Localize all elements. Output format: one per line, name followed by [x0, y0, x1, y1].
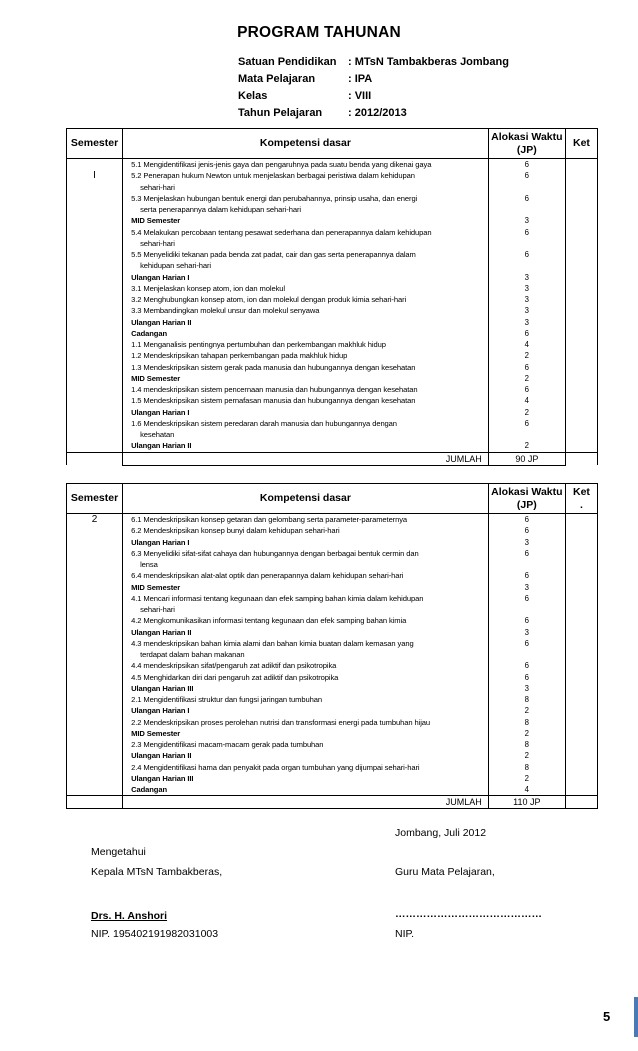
kompetensi-line: 4.2 Mengkomunikasikan informasi tentang kegunaan dan efek samping bahan kimia: [131, 616, 407, 626]
header-alokasi-line1: Alokasi Waktu: [491, 130, 563, 143]
kompetensi-line: sehari-hari: [140, 238, 175, 248]
alokasi-value: 3: [524, 272, 530, 282]
signature-date: Jombang, Juli 2012: [395, 827, 487, 839]
milestone-line: Ulangan Harian I: [131, 537, 190, 547]
kompetensi-line: kehidupan sehari-hari: [140, 261, 212, 271]
alokasi-value: 3: [524, 317, 530, 327]
header-semester: Semester: [67, 129, 123, 159]
kompetensi-line: 4.4 mendeskripsikan sifat/pengaruh zat adiktif dan psikotropika: [131, 661, 337, 671]
header-alokasi-line1: Alokasi Waktu: [491, 485, 563, 498]
info-value: : MTsN Tambakberas Jombang: [348, 55, 509, 68]
alokasi-value: [489, 604, 565, 615]
info-value: : VIII: [348, 89, 372, 102]
alokasi-value: 6: [524, 638, 530, 648]
alokasi-value: 3: [524, 283, 530, 293]
alokasi-value: [489, 182, 565, 193]
milestone-line: Ulangan Harian II: [131, 751, 192, 761]
page-edge-bar: [634, 997, 638, 1037]
guru-label: Guru Mata Pelajaran,: [395, 866, 495, 878]
info-row: [238, 87, 509, 104]
kompetensi-line: 3.3 Membandingkan molekul unsur dan molekul senyawa: [131, 306, 320, 316]
header-alokasi-line2: (JP): [516, 143, 537, 156]
info-block: [238, 53, 509, 121]
alokasi-value: 6: [524, 661, 530, 671]
ket-cell: [565, 514, 597, 796]
alokasi-value: [489, 260, 565, 271]
alokasi-value: 3: [524, 537, 530, 547]
alokasi-value: 4: [524, 785, 530, 794]
kepala-label: Kepala MTsN Tambakberas,: [91, 866, 223, 878]
kompetensi-line: 5.1 Mengidentifikasi jenis-jenis gaya dan pengaruhnya pada suatu benda yang dikenai gaya: [131, 160, 432, 169]
alokasi-value: 6: [524, 593, 530, 603]
kompetensi-line: kesehatan: [140, 430, 175, 439]
kompetensi-line: 2.4 Mengidentifikasi hama dan penyakit pada organ tumbuhan yang dijumpai sehari-hari: [131, 762, 420, 772]
teacher-nip: NIP.: [395, 928, 415, 940]
info-label: Satuan Pendidikan: [238, 55, 337, 68]
alokasi-value: 8: [524, 762, 530, 772]
alokasi-value: 6: [524, 250, 530, 259]
alokasi-value: [489, 559, 565, 570]
info-label: Mata Pelajaran: [238, 72, 316, 85]
milestone-line: MID Semester: [131, 373, 181, 383]
info-value: : 2012/2013: [348, 106, 407, 119]
header-alokasi-line2: (JP): [516, 498, 537, 511]
alokasi-value: 3: [524, 683, 530, 693]
principal-nip: NIP. 195402191982031003: [91, 928, 219, 940]
kompetensi-line: 2.2 Mendeskripsikan proses perolehan nutrisi dan transformasi energi pada tumbuhan hijau: [131, 717, 431, 727]
kompetensi-line: 1.6 Mendeskripsikan sistem peredaran darah manusia dan hubungannya dengan: [131, 418, 397, 428]
kompetensi-line: sehari-hari: [140, 605, 175, 614]
kompetensi-line: sehari-hari: [140, 182, 175, 192]
info-label: Tahun Pelajaran: [238, 106, 323, 119]
alokasi-value: 3: [524, 627, 530, 637]
info-row: [238, 104, 509, 121]
milestone-line: Ulangan Harian III: [131, 773, 194, 783]
kompetensi-line: 1.1 Menganalisis pentingnya pertumbuhan dan perkembangan makhluk hidup: [131, 340, 386, 349]
kompetensi-line: 4.5 Menghidarkan diri dari pengaruh zat adiktif dan psikotropika: [131, 672, 339, 682]
milestone-line: Ulangan Harian II: [131, 441, 192, 451]
milestone-line: Ulangan Harian I: [131, 272, 190, 282]
page-title: PROGRAM TAHUNAN: [237, 24, 401, 41]
teacher-name-blank: ……………………………………: [395, 908, 542, 920]
kompetensi-line: 3.1 Menjelaskan konsep atom, ion dan molekul: [131, 283, 285, 293]
semester-number: [67, 514, 123, 796]
kompetensi-line: 6.4 mendeskripsikan alat-alat optik dan penerapannya dalam kehidupan sehari-hari: [131, 571, 404, 581]
kompetensi-line: 6.2 Mendeskripsikan konsep bunyi dalam kehidupan sehari-hari: [131, 526, 340, 536]
alokasi-value: 6: [524, 526, 530, 536]
header-alokasi: [488, 484, 565, 514]
info-label: Kelas: [238, 89, 268, 102]
alokasi-value: 6: [524, 193, 530, 203]
alokasi-value: 3: [524, 306, 530, 316]
kompetensi-list: [123, 514, 489, 796]
kompetensi-line: 6.1 Mendeskripsikan konsep getaran dan gelombang serta parameter-parameternya: [131, 515, 408, 524]
mengetahui-label: Mengetahui: [91, 846, 146, 858]
milestone-line: Ulangan Harian I: [131, 407, 190, 417]
kompetensi-line: 5.3 Menjelaskan hubungan bentuk energi dan perubahannya, prinsip usaha, dan energi: [131, 193, 418, 203]
info-value: : IPA: [348, 72, 373, 85]
alokasi-list: [488, 159, 565, 453]
alokasi-value: 6: [524, 418, 530, 428]
alokasi-value: 2: [524, 728, 530, 738]
alokasi-value: 6: [524, 328, 530, 338]
kompetensi-line: 4.1 Mencari informasi tentang kegunaan dan efek samping bahan kimia dalam kehidupan: [131, 593, 424, 603]
semester-number: [67, 159, 123, 453]
alokasi-value: 3: [524, 582, 530, 592]
alokasi-value: [489, 238, 565, 249]
kompetensi-line: 3.2 Menghubungkan konsep atom, ion dan molekul dengan produk kimia sehari-hari: [131, 295, 407, 304]
milestone-line: Cadangan: [131, 785, 168, 794]
alokasi-value: 4: [524, 340, 530, 349]
alokasi-value: 4: [524, 396, 530, 406]
kompetensi-line: 2.3 Mengidentifikasi macam-macam gerak pada tumbuhan: [131, 740, 324, 749]
semester-number-text: I: [93, 170, 96, 182]
kompetensi-line: serta penerapannya dalam kehidupan sehari-hari: [140, 205, 301, 214]
info-row: [238, 53, 509, 70]
header-ket-line2: .: [580, 498, 583, 511]
alokasi-value: 2: [524, 773, 530, 783]
kompetensi-line: lensa: [140, 560, 158, 569]
header-alokasi: [488, 129, 565, 159]
milestone-line: Ulangan Harian II: [131, 317, 192, 327]
alokasi-value: 6: [524, 227, 530, 237]
alokasi-value: 8: [524, 717, 530, 727]
alokasi-value: 6: [524, 385, 530, 394]
alokasi-value: 2: [524, 441, 530, 451]
page-number: 5: [603, 1009, 611, 1024]
header-ket: Ket: [565, 129, 597, 159]
milestone-line: Cadangan: [131, 328, 168, 338]
alokasi-value: [489, 649, 565, 660]
alokasi-value: 2: [524, 351, 530, 361]
milestone-line: Ulangan Harian II: [131, 627, 192, 637]
alokasi-value: 6: [524, 616, 530, 626]
alokasi-list: [488, 514, 565, 796]
kompetensi-list: [123, 159, 489, 453]
header-ket: [565, 484, 597, 514]
kompetensi-line: 4.3 mendeskripsikan bahan kimia alami dan bahan kimia buatan dalam kemasan yang: [131, 638, 414, 648]
alokasi-value: 6: [524, 515, 530, 524]
ket-cell: [565, 159, 597, 453]
alokasi-value: 6: [524, 362, 530, 372]
alokasi-value: 2: [524, 751, 530, 761]
header-kompetensi: Kompetensi dasar: [123, 129, 489, 159]
table-header-row: [67, 129, 598, 159]
milestone-line: Ulangan Harian I: [131, 706, 190, 716]
header-ket-line1: Ket: [573, 485, 590, 498]
semester-1-table: [66, 128, 598, 466]
table-body-row: [67, 514, 598, 796]
alokasi-value: 6: [524, 160, 530, 169]
alokasi-value: 6: [524, 672, 530, 682]
milestone-line: Ulangan Harian III: [131, 683, 194, 693]
info-row: [238, 70, 509, 87]
jumlah-value: 110 JP: [488, 796, 565, 809]
alokasi-value: 6: [524, 548, 530, 558]
kompetensi-line: 6.3 Menyelidiki sifat-sifat cahaya dan hubungannya dengan berbagai bentuk cermin dan: [131, 548, 419, 558]
alokasi-value: 2: [524, 706, 530, 716]
kompetensi-line: 1.2 Mendeskripsikan tahapan perkembangan pada makhluk hidup: [131, 351, 348, 361]
kompetensi-line: 5.2 Penerapan hukum Newton untuk menjelaskan berbagai peristiwa dalam kehidupan: [131, 171, 415, 181]
jumlah-label: JUMLAH: [123, 452, 489, 465]
alokasi-value: [489, 204, 565, 215]
kompetensi-line: 1.3 Mendeskripsikan sistem gerak pada manusia dan hubungannya dengan kesehatan: [131, 362, 416, 372]
kompetensi-line: 5.4 Melakukan percobaan tentang pesawat sederhana dan penerapannya dalam kehidupan: [131, 227, 432, 237]
milestone-line: MID Semester: [131, 728, 181, 738]
alokasi-value: 2: [524, 407, 530, 417]
header-semester: Semester: [67, 484, 123, 514]
jumlah-label: JUMLAH: [123, 796, 489, 809]
milestone-line: MID Semester: [131, 582, 181, 592]
alokasi-value: 6: [524, 171, 530, 181]
header-kompetensi: Kompetensi dasar: [123, 484, 489, 514]
kompetensi-line: 1.5 Mendeskripsikan sistem pernafasan manusia dan hubungannya dengan kesehatan: [131, 396, 416, 406]
semester-number-text: 2: [91, 514, 98, 525]
alokasi-value: 8: [524, 740, 530, 749]
alokasi-value: [489, 429, 565, 440]
alokasi-value: 2: [524, 373, 530, 383]
jumlah-row: [67, 796, 598, 809]
jumlah-value: 90 JP: [488, 452, 565, 465]
kompetensi-line: 2.1 Mengidentifikasi struktur dan fungsi jaringan tumbuhan: [131, 695, 323, 704]
semester-2-table: [66, 483, 598, 809]
milestone-line: MID Semester: [131, 216, 181, 226]
alokasi-value: 8: [524, 695, 530, 704]
table-header-row: [67, 484, 598, 514]
jumlah-row: [67, 452, 598, 465]
alokasi-value: 6: [524, 571, 530, 581]
alokasi-value: 3: [524, 216, 530, 226]
table-body-row: [67, 159, 598, 453]
principal-name: Drs. H. Anshori: [91, 910, 168, 922]
kompetensi-line: 5.5 Menyelidiki tekanan pada benda zat padat, cair dan gas serta penerapannya dalam: [131, 250, 416, 259]
kompetensi-line: 1.4 mendeskripsikan sistem pencernaan manusia dan hubungannya dengan kesehatan: [131, 385, 418, 394]
kompetensi-line: terdapat dalam bahan makanan: [140, 650, 245, 659]
alokasi-value: 3: [524, 295, 530, 304]
